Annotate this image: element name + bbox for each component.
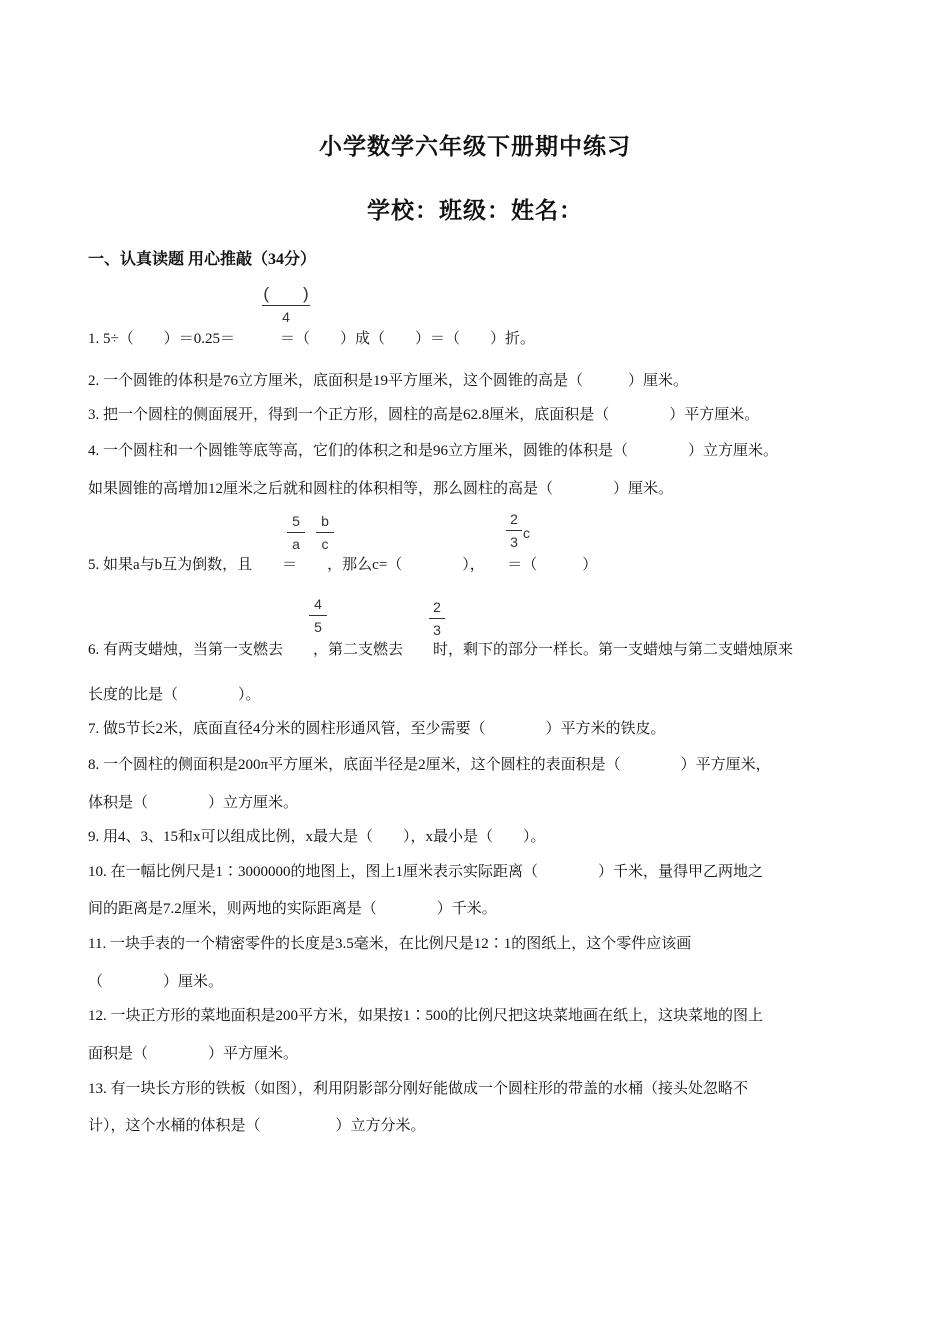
question-13: 13. 有一块长方形的铁板（如图），利用阴影部分刚好能做成一个圆柱形的带盖的水桶（接头处忽略不 [88,1081,749,1097]
q5-f3-num: 2 [510,511,518,527]
question-10: 10. 在一幅比例尺是1∶3000000的地图上，图上1厘米表示实际距离（ ）千米，量得甲乙两地之 [88,864,764,880]
question-8-continued: 体积是（ ）立方厘米。 [88,795,299,811]
question-9: 9. 用4、3、15和x可以组成比例，x最大是（ ），x最小是（ ）。 [88,829,546,845]
q6-f1-den: 5 [314,619,322,635]
question-4-continued: 如果圆锥的高增加12厘米之后就和圆柱的体积相等，那么圆柱的高是（ ）厘米。 [88,481,674,497]
q5-f1-num: 5 [292,513,300,529]
q6-fraction-2-over-3 [429,598,445,639]
question-11: 11. 一块手表的一个精密零件的长度是3.5毫米，在比例尺是12∶1的图纸上，这个零件应该画 [88,936,692,952]
question-2: 2. 一个圆锥的体积是76立方厘米，底面积是19平方厘米，这个圆锥的高是（ ）厘米。 [88,373,689,389]
question-13-continued: 计），这个水桶的体积是（ ）立方分米。 [88,1118,426,1134]
q1-fraction-denominator: 4 [282,309,290,325]
q6-f2-num: 2 [433,599,441,615]
question-8: 8. 一个圆柱的侧面积是200π平方厘米，底面半径是2厘米，这个圆柱的表面积是（ ）平方厘米， [88,757,771,773]
question-10-continued: 间的距离是7.2厘米，则两地的实际距离是（ ）千米。 [88,901,497,917]
question-11-continued: （ ）厘米。 [88,974,224,990]
q5-f2-num: b [321,513,329,529]
question-12-continued: 面积是（ ）平方厘米。 [88,1046,299,1062]
q5-fraction-2-over-3 [506,510,522,551]
q5-fraction-tail: c [523,525,530,541]
question-5: 5. 如果a与b互为倒数，且 ＝ ，那么c=（ ）， ＝（ ） [88,557,598,573]
question-12: 12. 一块正方形的菜地面积是200平方米，如果按1∶500的比例尺把这块菜地画在纸上，这块菜地的图上 [88,1008,764,1024]
student-info-line: 学校：班级：姓名： [367,198,583,223]
question-6-continued: 长度的比是（ ）。 [88,687,261,703]
q5-f1-den: a [292,536,300,552]
q6-fraction-4-over-5 [309,595,327,636]
q1-fraction [262,285,310,326]
page-title: 小学数学六年级下册期中练习 [319,134,631,159]
question-4: 4. 一个圆柱和一个圆锥等底等高，它们的体积之和是96立方厘米，圆锥的体积是（ ）立方厘米。 [88,443,779,459]
q6-f1-num: 4 [314,596,322,612]
q5-fraction-b-over-c [316,512,334,553]
q5-fraction-5-over-a [287,512,305,553]
q5-f2-den: c [321,536,329,552]
question-7: 7. 做5节长2米，底面直径4分米的圆柱形通风管，至少需要（ ）平方米的铁皮。 [88,721,666,737]
question-6: 6. 有两支蜡烛，当第一支燃去 ，第二支燃去 时，剩下的部分一样长。第一支蜡烛与第二支蜡烛原来 [88,642,794,658]
question-1: 1. 5÷（ ）＝0.25＝ ＝（ ）成（ ）＝（ ）折。 [88,331,535,347]
q1-fraction-numerator: ( ) [263,284,309,303]
section-heading: 一、认真读题 用心推敲（34分） [88,251,317,268]
question-3: 3. 把一个圆柱的侧面展开，得到一个正方形，圆柱的高是62.8厘米，底面积是（ ）平方厘米。 [88,407,760,423]
q5-f3-den: 3 [510,534,518,550]
q6-f2-den: 3 [433,622,441,638]
